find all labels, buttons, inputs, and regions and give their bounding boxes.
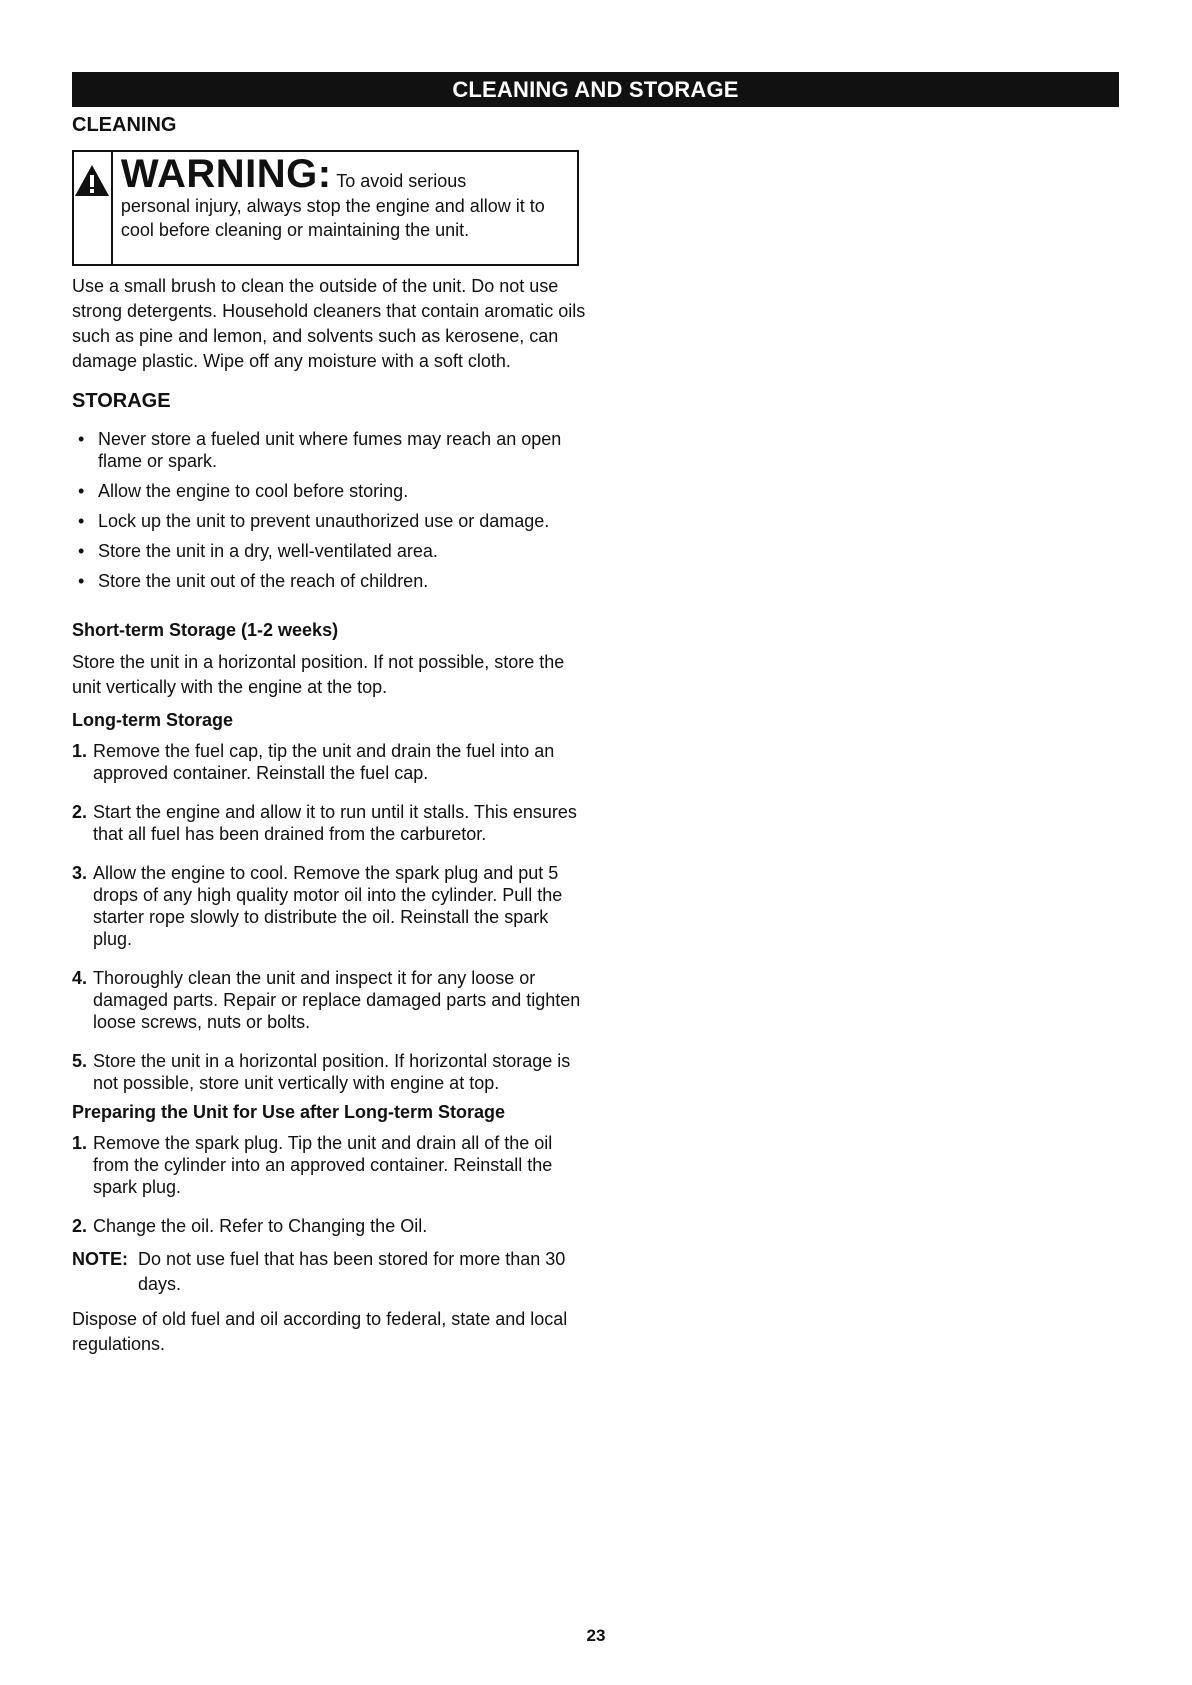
long-term-step (72, 740, 592, 784)
warning-triangle-icon (74, 164, 110, 197)
content-column (72, 112, 592, 1357)
storage-bullet-list (72, 428, 592, 592)
storage-bullet (72, 570, 592, 592)
bullet-text: Store the unit out of the reach of children. (98, 571, 429, 591)
step-text: Start the engine and allow it to run until it stalls. This ensures that all fuel has been drained from the carburetor. (93, 802, 577, 844)
bullet-dot: • (78, 571, 85, 591)
long-term-step (72, 1050, 592, 1094)
warning-box (72, 150, 579, 266)
note-label: NOTE: (72, 1249, 128, 1269)
bullet-text: Store the unit in a dry, well-ventilated area. (98, 541, 438, 561)
after-storage-steps (72, 1132, 592, 1237)
step-number: 1. (72, 741, 88, 761)
long-term-step (72, 801, 592, 845)
long-term-steps (72, 740, 592, 1094)
step-text: Thoroughly clean the unit and inspect it for any loose or damaged parts. Repair or replace damaged parts and tighten loose screws, nuts or bolts. (93, 968, 581, 1032)
long-term-step (72, 862, 592, 950)
bullet-text: Never store a fueled unit where fumes may reach an open flame or spark. (98, 429, 562, 471)
storage-bullet (72, 510, 592, 532)
step-number: 5. (72, 1051, 88, 1071)
step-text: Allow the engine to cool. Remove the spark plug and put 5 drops of any high quality motor oil into the cylinder. Pull the starter rope slowly to distribute the oil. Reinstall the spark plug. (93, 863, 563, 949)
step-text: Store the unit in a horizontal position. If horizontal storage is not possible, store unit vertically with engine at top. (93, 1051, 571, 1093)
page-header-title: CLEANING AND STORAGE (452, 77, 739, 102)
step-number: 1. (72, 1133, 88, 1153)
bullet-dot: • (78, 541, 85, 561)
page-number: 23 (586, 1626, 606, 1645)
step-text: Remove the fuel cap, tip the unit and drain the fuel into an approved container. Reinstall the fuel cap. (93, 741, 555, 783)
warning-icon-cell (74, 152, 113, 264)
step-text: Remove the spark plug. Tip the unit and drain all of the oil from the cylinder into an approved container. Reinstall the spark plug. (93, 1133, 553, 1197)
storage-bullet (72, 540, 592, 562)
step-number: 2. (72, 1216, 88, 1236)
storage-bullet (72, 480, 592, 502)
page-header-bar (72, 72, 1119, 107)
bullet-dot: • (78, 429, 85, 449)
short-term-paragraph: Store the unit in a horizontal position. If not possible, store the unit vertically with the engine at the top. (72, 652, 565, 697)
note-block (72, 1247, 592, 1297)
warning-message: personal injury, always stop the engine and allow it to cool before cleaning or maintaining the unit. (120, 196, 545, 240)
bullet-text: Lock up the unit to prevent unauthorized use or damage. (98, 511, 550, 531)
step-number: 4. (72, 968, 88, 988)
note-text: Do not use fuel that has been stored for more than 30 days. (138, 1249, 566, 1294)
bullet-text: Allow the engine to cool before storing. (98, 481, 409, 501)
bullet-dot: • (78, 481, 85, 501)
warning-text-block (113, 152, 577, 264)
step-number: 2. (72, 802, 88, 822)
short-term-heading: Short-term Storage (1-2 weeks) (72, 620, 339, 640)
after-storage-heading: Preparing the Unit for Use after Long-term Storage (72, 1102, 506, 1122)
step-number: 3. (72, 863, 88, 883)
storage-heading: STORAGE (72, 390, 171, 412)
cleaning-paragraph: Use a small brush to clean the outside of the unit. Do not use strong detergents. Household cleaners that contain aromatic oils such as pine and lemon, and solvents such as kerosene, can damage plastic. Wipe off any moisture with a soft cloth. (72, 276, 586, 371)
storage-bullet (72, 428, 592, 472)
warning-lead: To avoid serious (336, 171, 467, 191)
after-storage-step (72, 1132, 592, 1198)
warning-word: WARNING: (120, 152, 332, 196)
long-term-step (72, 967, 592, 1033)
cleaning-heading: CLEANING (72, 114, 177, 136)
step-text: Change the oil. Refer to Changing the Oil. (93, 1216, 428, 1236)
dispose-paragraph: Dispose of old fuel and oil according to federal, state and local regulations. (72, 1309, 568, 1354)
bullet-dot: • (78, 511, 85, 531)
after-storage-step (72, 1215, 592, 1237)
long-term-heading: Long-term Storage (72, 710, 234, 730)
